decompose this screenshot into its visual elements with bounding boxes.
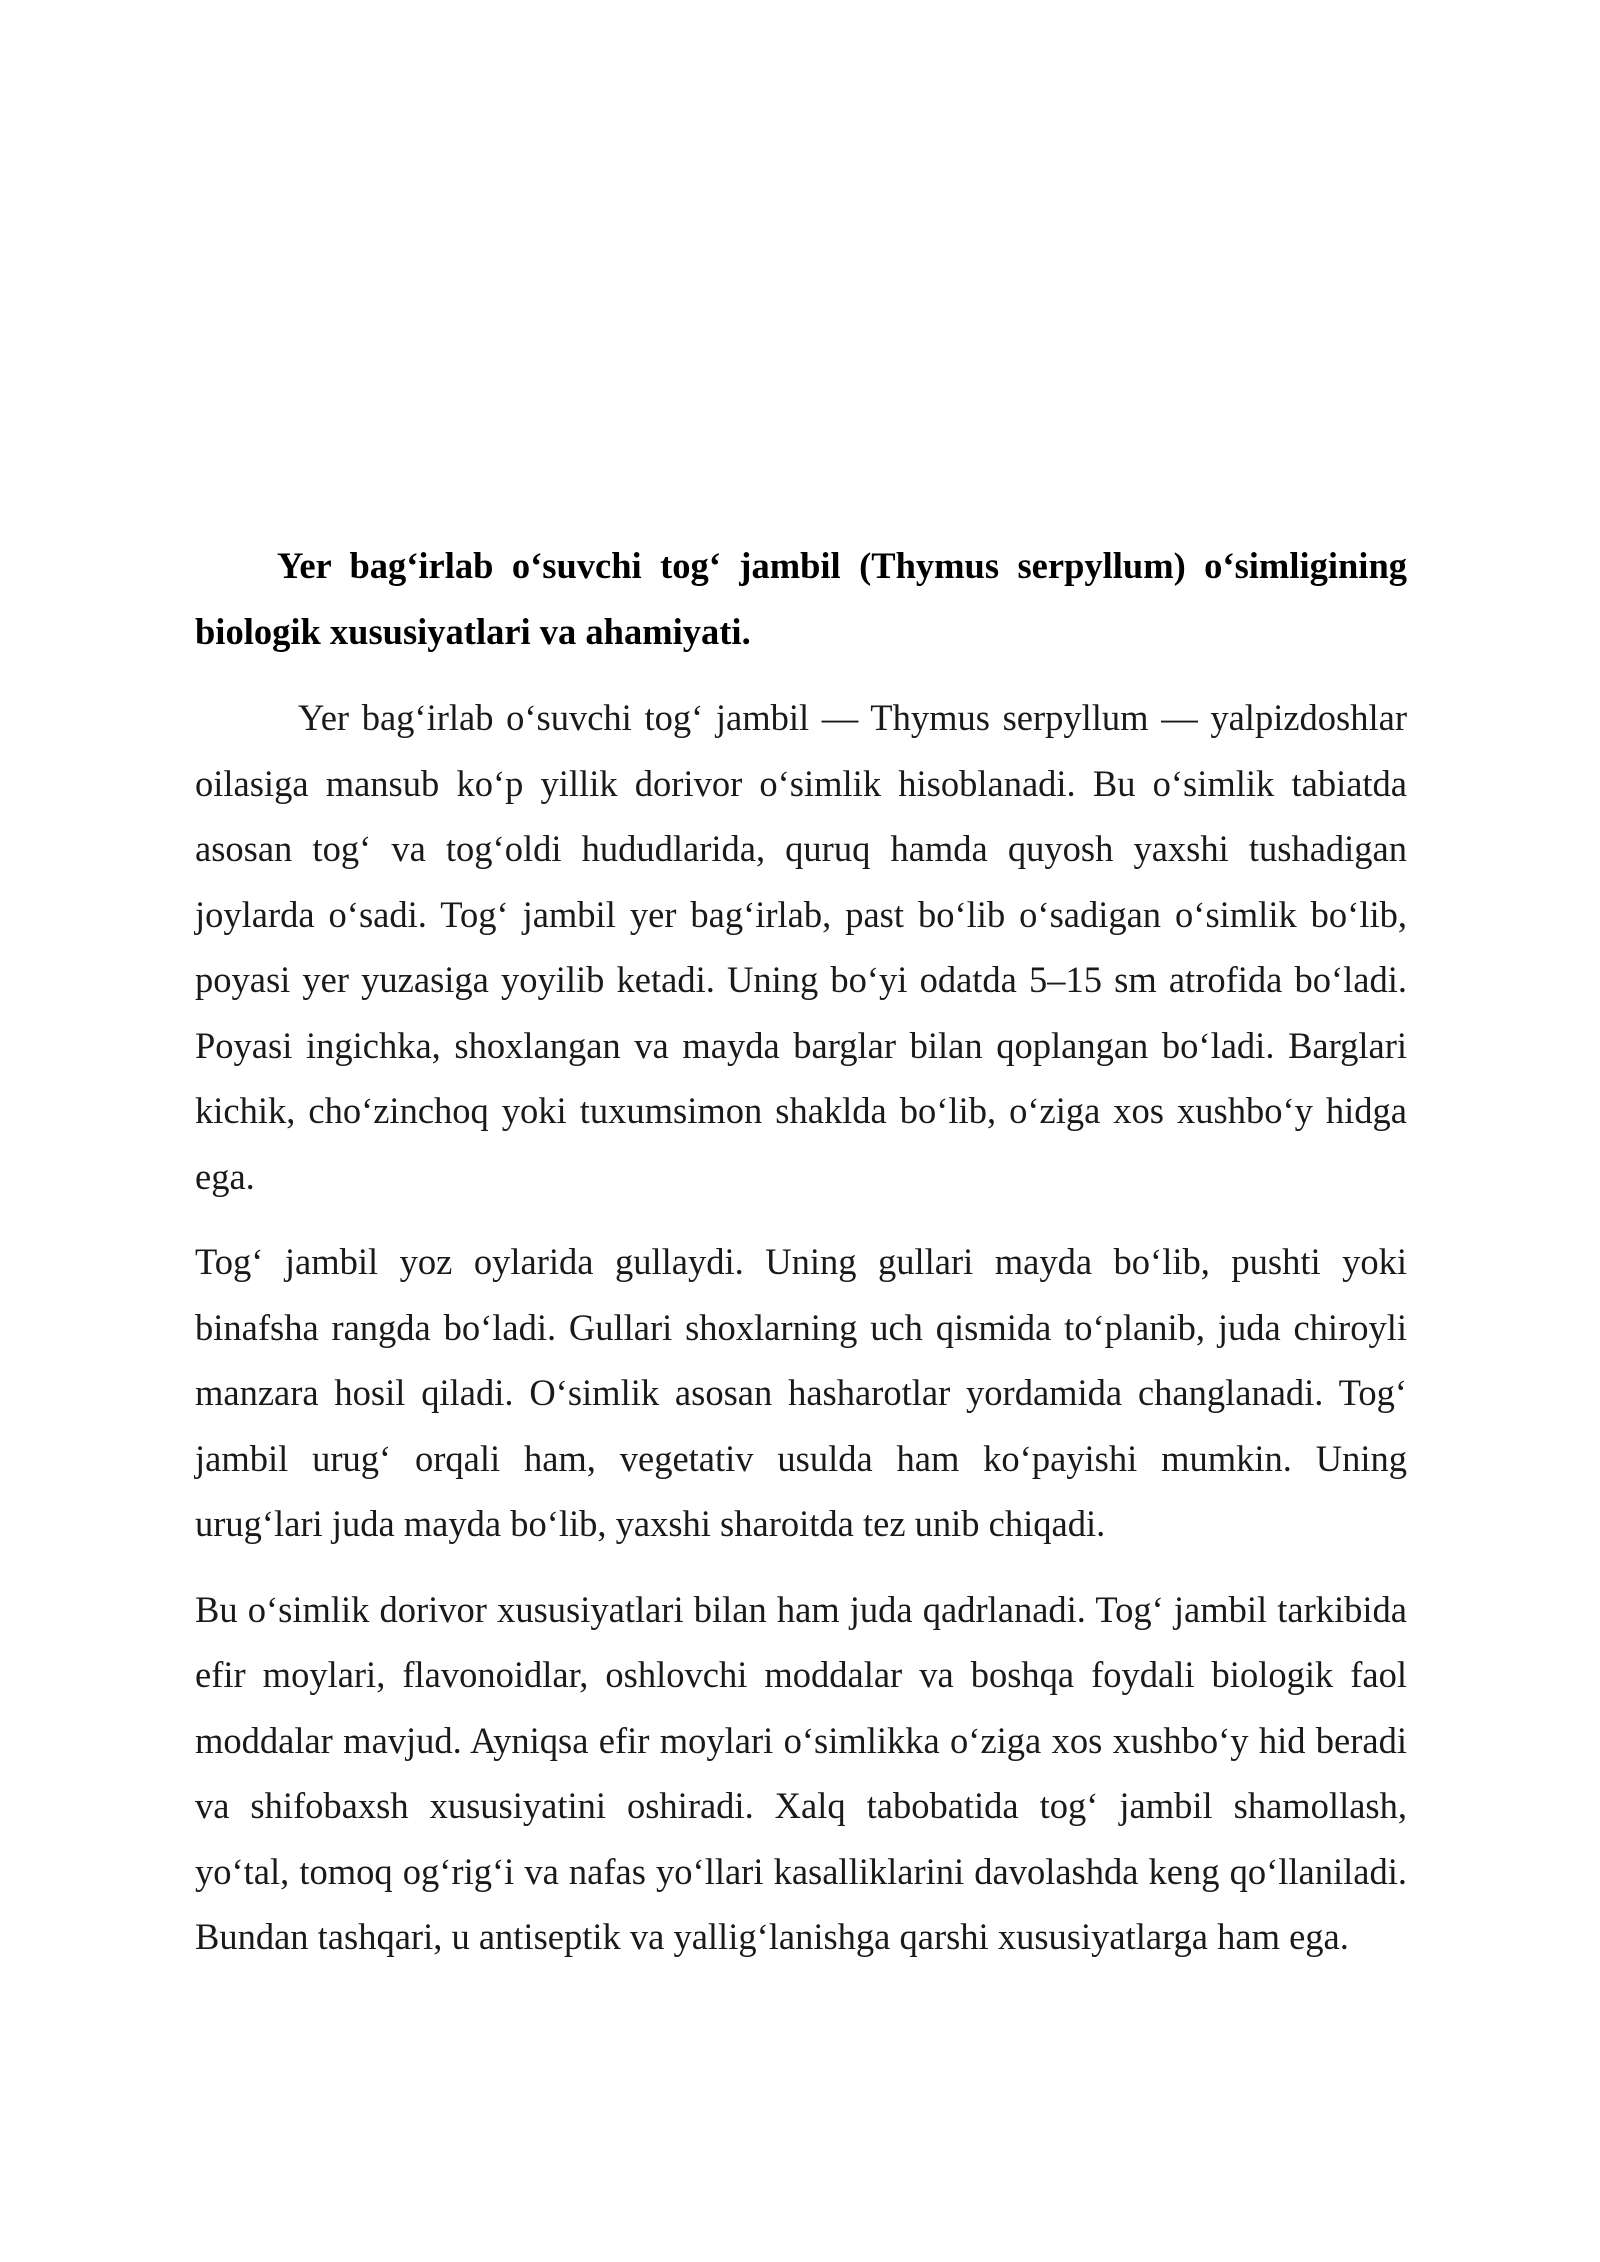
paragraph-flowering: Tog‘ jambil yoz oylarida gullaydi. Uning gullari mayda bo‘lib, pushti yoki binafsha rangda bo‘ladi. Gullari shoxlarning uch qismida to‘planib, juda chiroyli manzara hosil qiladi. O‘simlik asosan hasharotlar yordamida changlanadi. Tog‘ jambil urug‘ orqali ham, vegetativ usulda ham ko‘payishi mumkin. Uning urug‘lari juda mayda bo‘lib, yaxshi sharoitda tez unib chiqadi. <box>195 1241 1407 1544</box>
document-title: Yer bag‘irlab o‘suvchi tog‘ jambil (Thymus serpyllum) o‘simligining biologik xususiyatlari va ahamiyati. <box>195 545 1407 652</box>
paragraph-description: Yer bag‘irlab o‘suvchi tog‘ jambil — Thymus serpyllum — yalpizdoshlar oilasiga mansub ko‘p yillik dorivor o‘simlik hisoblanadi. Bu o‘simlik tabiatda asosan tog‘ va tog‘oldi hududlarida, quruq hamda quyosh yaxshi tushadigan joylarda o‘sadi. Tog‘ jambil yer bag‘irlab, past bo‘lib o‘sadigan o‘simlik bo‘lib, poyasi yer yuzasiga yoyilib ketadi. Uning bo‘yi odatda 5–15 sm atrofida bo‘ladi. Poyasi ingichka, shoxlangan va mayda barglar bilan qoplangan bo‘ladi. Barglari kichik, cho‘zinchoq yoki tuxumsimon shaklda bo‘lib, o‘ziga xos xushbo‘y hidga ega. <box>195 697 1407 1197</box>
paragraph-medicinal: Bu o‘simlik dorivor xususiyatlari bilan ham juda qadrlanadi. Tog‘ jambil tarkibida efir moylari, flavonoidlar, oshlovchi moddalar va boshqa foydali biologik faol moddalar mavjud. Ayniqsa efir moylari o‘simlikka o‘ziga xos xushbo‘y hid beradi va shifobaxsh xususiyatini oshiradi. Xalq tabobatida tog‘ jambil shamollash, yo‘tal, tomoq og‘rig‘i va nafas yo‘llari kasalliklarini davolashda keng qo‘llaniladi. Bundan tashqari, u antiseptik va yallig‘lanishga qarshi xususiyatlarga ham ega. <box>195 1588 1407 1957</box>
document-body <box>195 533 1407 1970</box>
